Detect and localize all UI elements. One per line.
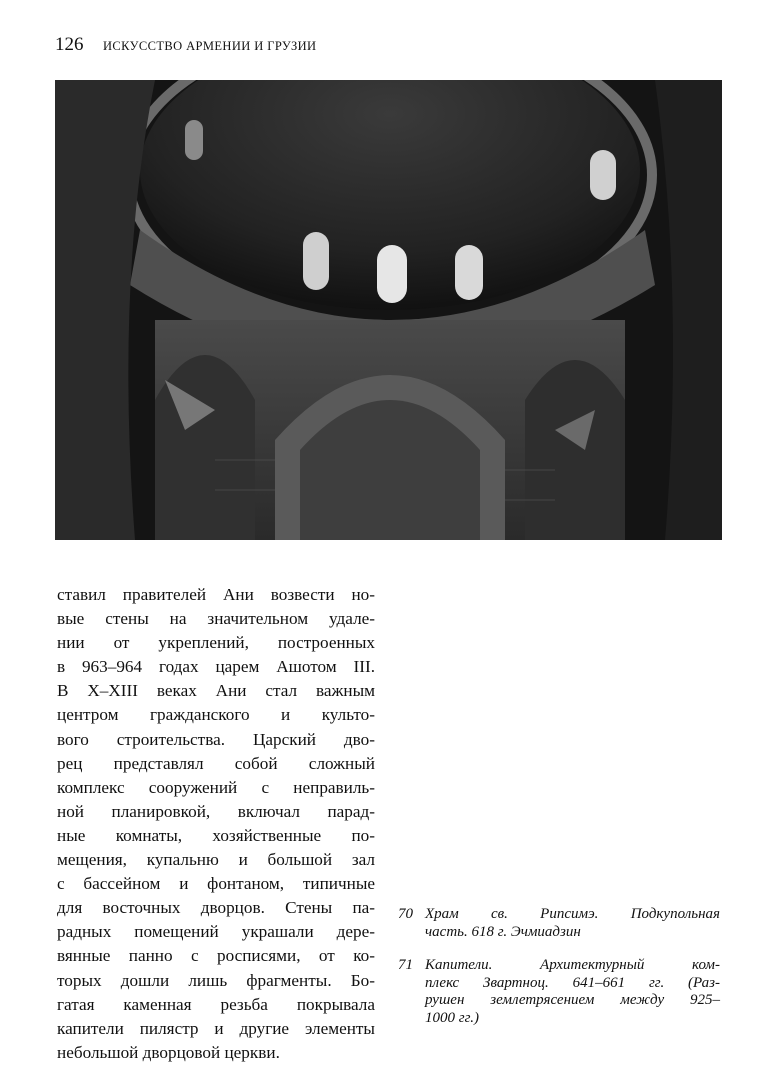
caption-70 [398,906,720,941]
caption-line: часть. 618 г. Эчмиадзин [425,923,581,940]
text-line: вые стены на значительном удале- [57,609,375,629]
church-dome-photograph [55,80,722,540]
caption-line: Капители. Архитектурный ком- [425,957,720,973]
text-line: радных помещений украшали дере- [57,922,375,942]
body-text [57,583,375,1065]
caption-71 [398,957,720,1027]
text-line: центром гражданского и культо- [57,705,375,725]
text-line: нии от укреплений, построенных [57,633,375,653]
running-title: ИСКУССТВО АРМЕНИИ И ГРУЗИИ [103,39,317,53]
text-line: с бассейном и фонтаном, типичные [57,874,375,894]
text-line: вого строительства. Царский дво- [57,729,375,749]
caption-line: 1000 гг.) [425,1009,480,1026]
text-line: для восточных дворцов. Стены па- [57,898,375,918]
text-line: небольшой дворцовой церкви. [57,1042,280,1062]
text-line: рец представлял собой сложный [57,753,375,773]
text-line: в 963–964 годах царем Ашотом III. [57,657,375,677]
caption-line: плекс Звартноц. 641–661 гг. (Раз- [425,974,720,991]
page-number: 126 [55,34,84,55]
caption-number: 70 [398,906,413,922]
caption-line: рушен землетрясением между 925– [425,992,720,1008]
text-line: комплекс сооружений с неправиль- [57,777,375,797]
text-line: ставил правителей Ани возвести но- [57,585,375,604]
figure-captions [398,906,720,1027]
caption-number: 71 [398,957,413,973]
text-line: гатая каменная резьба покрывала [57,994,375,1014]
church-interior-photo [55,80,722,540]
text-line: капители пилястр и другие элементы [57,1018,375,1038]
text-line: ной планировкой, включал парад- [57,801,375,821]
text-line: ные комнаты, хозяйственные по- [57,825,375,845]
text-line: мещения, купальню и большой зал [57,850,375,870]
caption-line: Храм св. Рипсимэ. Подкупольная [425,906,720,922]
text-line: торых дошли лишь фрагменты. Бо- [57,970,375,990]
text-line: В X–XIII веках Ани стал важным [57,681,375,701]
text-line: вянные панно с росписями, от ко- [57,946,375,966]
